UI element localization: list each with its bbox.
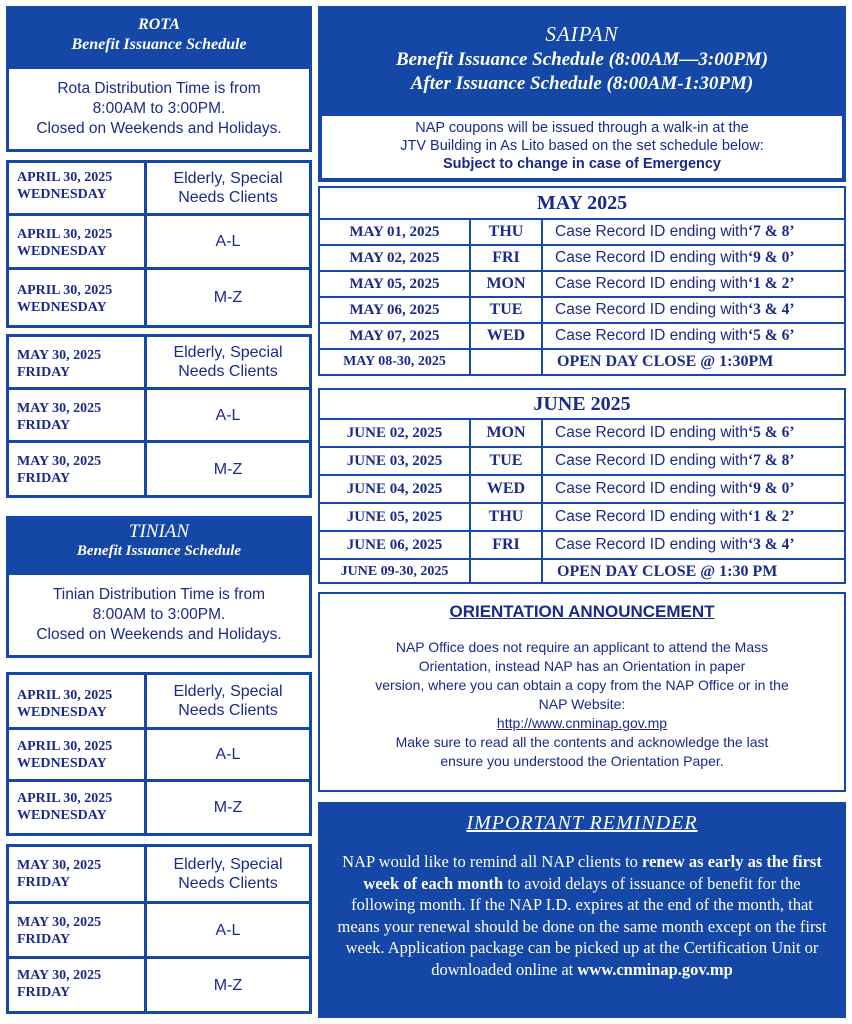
rota-info-line3: Closed on Weekends and Holidays. — [36, 120, 282, 137]
open-day-cell: OPEN DAY CLOSE @ 1:30 PM — [557, 563, 778, 580]
open-day-cell: OPEN DAY CLOSE @ 1:30PM — [557, 353, 774, 370]
table-row — [9, 443, 309, 495]
day-text: FRIDAY — [17, 875, 71, 890]
date-cell: MAY 08-30, 2025 — [320, 350, 471, 374]
date-cell: MAY 01, 2025 — [320, 220, 471, 244]
date-cell: JUNE 02, 2025 — [320, 420, 471, 446]
table-row — [9, 959, 309, 1011]
day-text: WEDNESDAY — [17, 756, 107, 771]
rota-subtitle: Benefit Issuance Schedule — [71, 36, 247, 53]
date-text: APRIL 30, 2025 — [17, 227, 113, 242]
day-cell: MON — [471, 272, 543, 296]
day-text: WEDNESDAY — [17, 187, 107, 202]
day-text: FRIDAY — [17, 932, 71, 947]
rota-header — [6, 6, 312, 68]
table-row — [320, 298, 844, 324]
orientation-line: NAP Office does not require an applicant to attend the Mass — [395, 639, 769, 655]
day-cell: WED — [471, 476, 543, 502]
tinian-info-line1: Tinian Distribution Time is from — [52, 586, 266, 603]
client-group: A-L — [215, 233, 241, 250]
table-row — [9, 270, 309, 325]
saipan-notice — [322, 116, 842, 178]
client-group: Elderly, Special Needs Clients — [173, 683, 283, 719]
table-row — [320, 560, 844, 584]
orientation-line: Make sure to read all the contents and acknowledge the last — [395, 734, 769, 750]
date-cell: JUNE 06, 2025 — [320, 532, 471, 558]
client-group: M-Z — [213, 460, 243, 478]
day-cell: MON — [471, 420, 543, 446]
day-text: WEDNESDAY — [17, 808, 107, 823]
june-title: JUNE 2025 — [320, 390, 844, 420]
tinian-header — [6, 516, 312, 574]
reminder-title: IMPORTANT REMINDER — [466, 812, 698, 834]
client-group: Elderly, Special Needs Clients — [173, 344, 283, 380]
saipan-line1: Benefit Issuance Schedule (8:00AM—3:00PM) — [395, 49, 769, 70]
reminder-website-link[interactable]: www.cnminap.gov.mp — [577, 959, 733, 979]
case-id-cell: Case Record ID ending with ‘1 & 2’ — [555, 508, 795, 525]
case-id-cell: Case Record ID ending with ‘9 & 0’ — [555, 249, 795, 266]
table-row — [320, 324, 844, 350]
day-cell: TUE — [471, 298, 543, 322]
orientation-body — [320, 622, 844, 771]
saipan-header — [318, 6, 846, 182]
notice-line3: Subject to change in case of Emergency — [443, 156, 721, 172]
table-row — [320, 246, 844, 272]
tinian-info — [6, 572, 312, 658]
client-group: A-L — [215, 746, 241, 763]
day-cell: TUE — [471, 448, 543, 474]
tinian-may-table — [6, 844, 312, 1014]
table-row — [320, 220, 844, 246]
table-row — [9, 216, 309, 270]
date-cell: MAY 06, 2025 — [320, 298, 471, 322]
orientation-line: NAP Website: — [538, 696, 626, 712]
date-cell: MAY 07, 2025 — [320, 324, 471, 348]
table-row — [9, 847, 309, 904]
saipan-title: SAIPAN — [545, 22, 619, 46]
may-schedule-table — [318, 186, 846, 376]
day-cell: THU — [471, 220, 543, 244]
client-group: M-Z — [213, 799, 243, 816]
case-id-cell: Case Record ID ending with ‘7 & 8’ — [555, 223, 795, 240]
nap-website-link[interactable]: http://www.cnminap.gov.mp — [496, 715, 668, 731]
case-id-cell: Case Record ID ending with ‘7 & 8’ — [555, 452, 795, 469]
orientation-line: Orientation, instead NAP has an Orientation in paper — [418, 658, 746, 674]
date-text: MAY 30, 2025 — [17, 348, 102, 363]
table-row — [320, 532, 844, 560]
may-title: MAY 2025 — [320, 188, 844, 220]
orientation-title: ORIENTATION ANNOUNCEMENT — [449, 602, 715, 621]
date-text: MAY 30, 2025 — [17, 401, 102, 416]
day-text: FRIDAY — [17, 985, 71, 1000]
important-reminder — [318, 802, 846, 1018]
day-cell: THU — [471, 504, 543, 530]
table-row — [9, 904, 309, 959]
reminder-body: NAP would like to remind all NAP clients to renew as early as the first week of each month to avoid delays of issuance of benefit for the following month. If the NAP I.D. expires at the end of the month, that means your renewal should be done on the same month except on the first week. Application package can be picked up at the Certification Unit or downloaded online at www.cnminap.gov.mp — [337, 852, 827, 979]
date-text: APRIL 30, 2025 — [17, 739, 113, 754]
day-text: FRIDAY — [17, 418, 71, 433]
date-text: APRIL 30, 2025 — [17, 688, 113, 703]
date-text: APRIL 30, 2025 — [17, 170, 113, 185]
june-schedule-table — [318, 388, 846, 584]
date-text: MAY 30, 2025 — [17, 858, 102, 873]
rota-april-table — [6, 160, 312, 328]
date-text: MAY 30, 2025 — [17, 454, 102, 469]
day-text: WEDNESDAY — [17, 244, 107, 259]
client-group: Elderly, Special Needs Clients — [173, 170, 283, 206]
table-row — [320, 272, 844, 298]
case-id-cell: Case Record ID ending with ‘3 & 4’ — [555, 536, 795, 553]
table-row — [320, 448, 844, 476]
day-cell: FRI — [471, 246, 543, 270]
table-row — [320, 504, 844, 532]
date-cell: JUNE 09-30, 2025 — [320, 560, 471, 584]
client-group: M-Z — [213, 976, 243, 994]
tinian-april-table — [6, 672, 312, 836]
orientation-line: version, where you can obtain a copy from the NAP Office or in the — [375, 677, 789, 693]
renew-emphasis: renew as early as the first week of each month — [363, 852, 822, 893]
table-row — [320, 476, 844, 504]
tinian-subtitle: Benefit Issuance Schedule — [76, 543, 242, 559]
orientation-announcement — [318, 592, 846, 792]
day-text: WEDNESDAY — [17, 705, 107, 720]
orientation-line: ensure you understood the Orientation Paper. — [440, 753, 724, 769]
table-row — [9, 337, 309, 390]
case-id-cell: Case Record ID ending with ‘9 & 0’ — [555, 480, 795, 497]
table-row — [9, 675, 309, 730]
rota-info-line2: 8:00AM to 3:00PM. — [92, 100, 226, 117]
date-cell: MAY 05, 2025 — [320, 272, 471, 296]
client-group: M-Z — [213, 289, 243, 306]
table-row — [9, 730, 309, 782]
case-id-cell: Case Record ID ending with ‘5 & 6’ — [555, 327, 795, 344]
notice-line2: JTV Building in As Lito based on the set schedule below: — [400, 138, 764, 154]
day-text: WEDNESDAY — [17, 300, 107, 315]
day-text: FRIDAY — [17, 471, 71, 486]
table-row — [320, 350, 844, 374]
table-row — [320, 420, 844, 448]
tinian-info-line2: 8:00AM to 3:00PM. — [92, 606, 226, 623]
case-id-cell: Case Record ID ending with ‘3 & 4’ — [555, 301, 795, 318]
rota-info — [6, 66, 312, 152]
client-group: A-L — [215, 921, 241, 939]
rota-title: ROTA — [138, 16, 180, 33]
day-cell-empty — [471, 560, 543, 584]
day-text: FRIDAY — [17, 365, 71, 380]
table-row — [9, 390, 309, 443]
rota-may-table — [6, 334, 312, 498]
date-text: APRIL 30, 2025 — [17, 791, 113, 806]
saipan-line2: After Issuance Schedule (8:00AM-1:30PM) — [410, 73, 754, 94]
date-cell: JUNE 05, 2025 — [320, 504, 471, 530]
rota-info-line1: Rota Distribution Time is from — [57, 80, 261, 97]
tinian-title: TINIAN — [128, 521, 190, 542]
date-cell: JUNE 03, 2025 — [320, 448, 471, 474]
tinian-info-line3: Closed on Weekends and Holidays. — [36, 626, 282, 643]
date-text: MAY 30, 2025 — [17, 968, 102, 983]
day-cell: WED — [471, 324, 543, 348]
client-group: Elderly, Special Needs Clients — [173, 856, 283, 892]
table-row — [9, 163, 309, 216]
case-id-cell: Case Record ID ending with ‘1 & 2’ — [555, 275, 795, 292]
date-text: MAY 30, 2025 — [17, 915, 102, 930]
day-cell-empty — [471, 350, 543, 374]
date-cell: JUNE 04, 2025 — [320, 476, 471, 502]
client-group: A-L — [215, 406, 241, 424]
table-row — [9, 782, 309, 833]
day-cell: FRI — [471, 532, 543, 558]
case-id-cell: Case Record ID ending with ‘5 & 6’ — [555, 424, 795, 441]
notice-line1: NAP coupons will be issued through a walk-in at the — [415, 120, 749, 136]
date-text: APRIL 30, 2025 — [17, 283, 113, 298]
date-cell: MAY 02, 2025 — [320, 246, 471, 270]
